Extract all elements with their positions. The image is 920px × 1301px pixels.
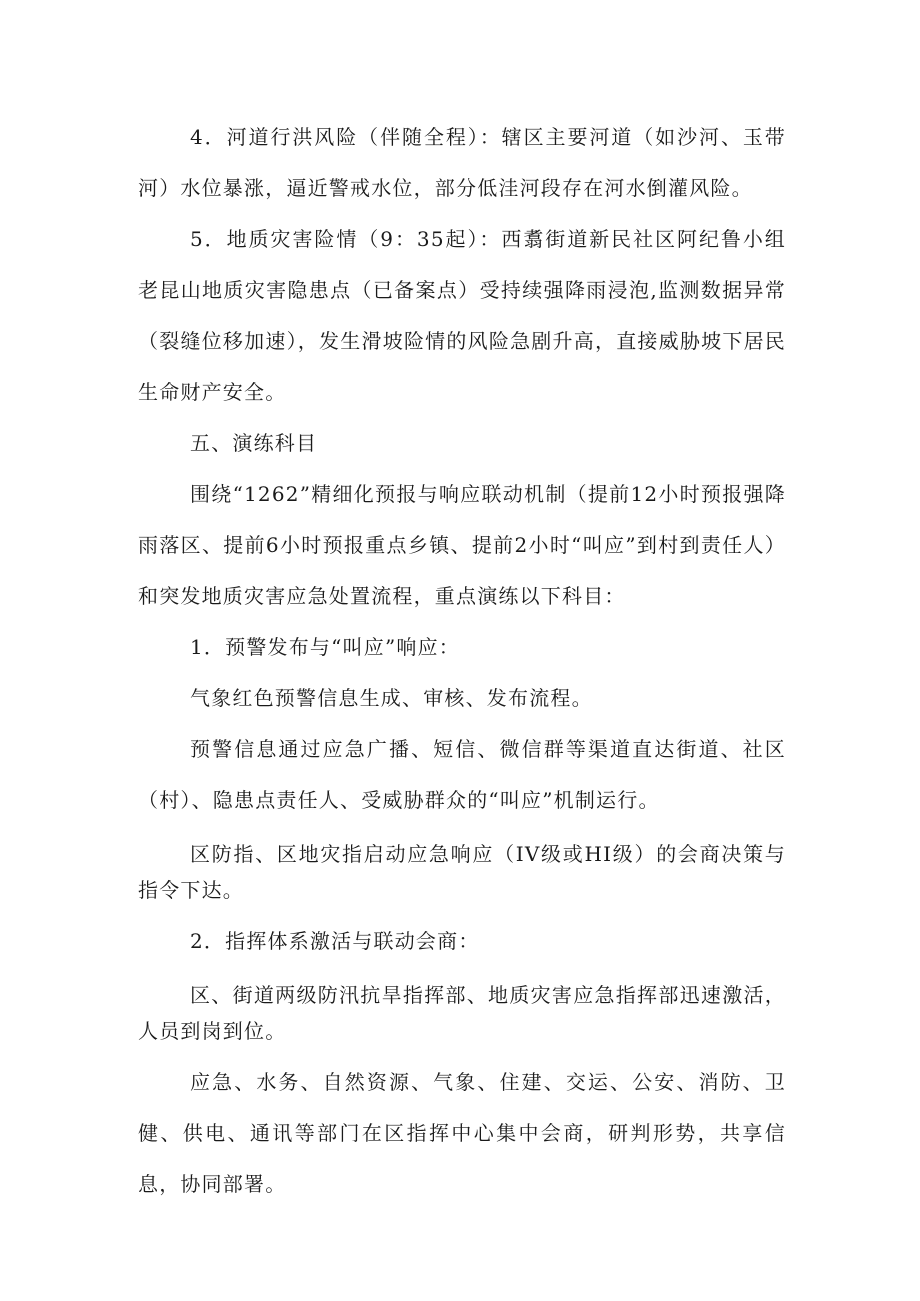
section-heading-drill-subjects: 五、演练科目 — [190, 431, 318, 455]
paragraph-warning-channels: 预警信息通过应急广播、短信、微信群等渠道直达街道、社区（村）、隐患点责任人、受威胁群众的“叫应”机制运行。 — [138, 737, 786, 812]
paragraph-river-flood-risk: 4．河道行洪风险（伴随全程）：辖区主要河道（如沙河、玉带河）水位暴涨，逼近警戒水位，部分低洼河段存在河水倒灌风险。 — [138, 125, 786, 200]
paragraph-emergency-response: 区防指、区地灾指启动应急响应（IV级或HI级）的会商决策与指令下达。 — [138, 842, 786, 902]
subheading-command-system: 2．指挥体系激活与联动会商： — [190, 929, 480, 953]
paragraph-drill-intro: 围绕“1262”精细化预报与响应联动机制（提前12小时预报强降雨落区、提前6小时预报重点乡镇、提前2小时“叫应”到村到责任人）和突发地质灾害应急处置流程，重点演练以下科目： — [138, 482, 786, 608]
paragraph-command-activation: 区、街道两级防汛抗旱指挥部、地质灾害应急指挥部迅速激活，人员到岗到位。 — [138, 983, 786, 1043]
paragraph-department-consultation: 应急、水务、自然资源、气象、住建、交运、公安、消防、卫健、供电、通讯等部门在区指挥中心集中会商，研判形势，共享信息，协同部署。 — [138, 1070, 786, 1196]
subheading-warning-response: 1．预警发布与“叫应”响应： — [190, 635, 460, 659]
document-body — [138, 112, 786, 1210]
paragraph-geological-hazard: 5．地质灾害险情（9：35起）：西翥街道新民社区阿纪鲁小组老昆山地质灾害隐患点（已备案点）受持续强降雨浸泡,监测数据异常（裂缝位移加速），发生滑坡险情的风险急剧升高，直接威胁坡下居民生命财产安全。 — [138, 227, 786, 404]
paragraph-warning-generation: 气象红色预警信息生成、审核、发布流程。 — [190, 686, 593, 710]
